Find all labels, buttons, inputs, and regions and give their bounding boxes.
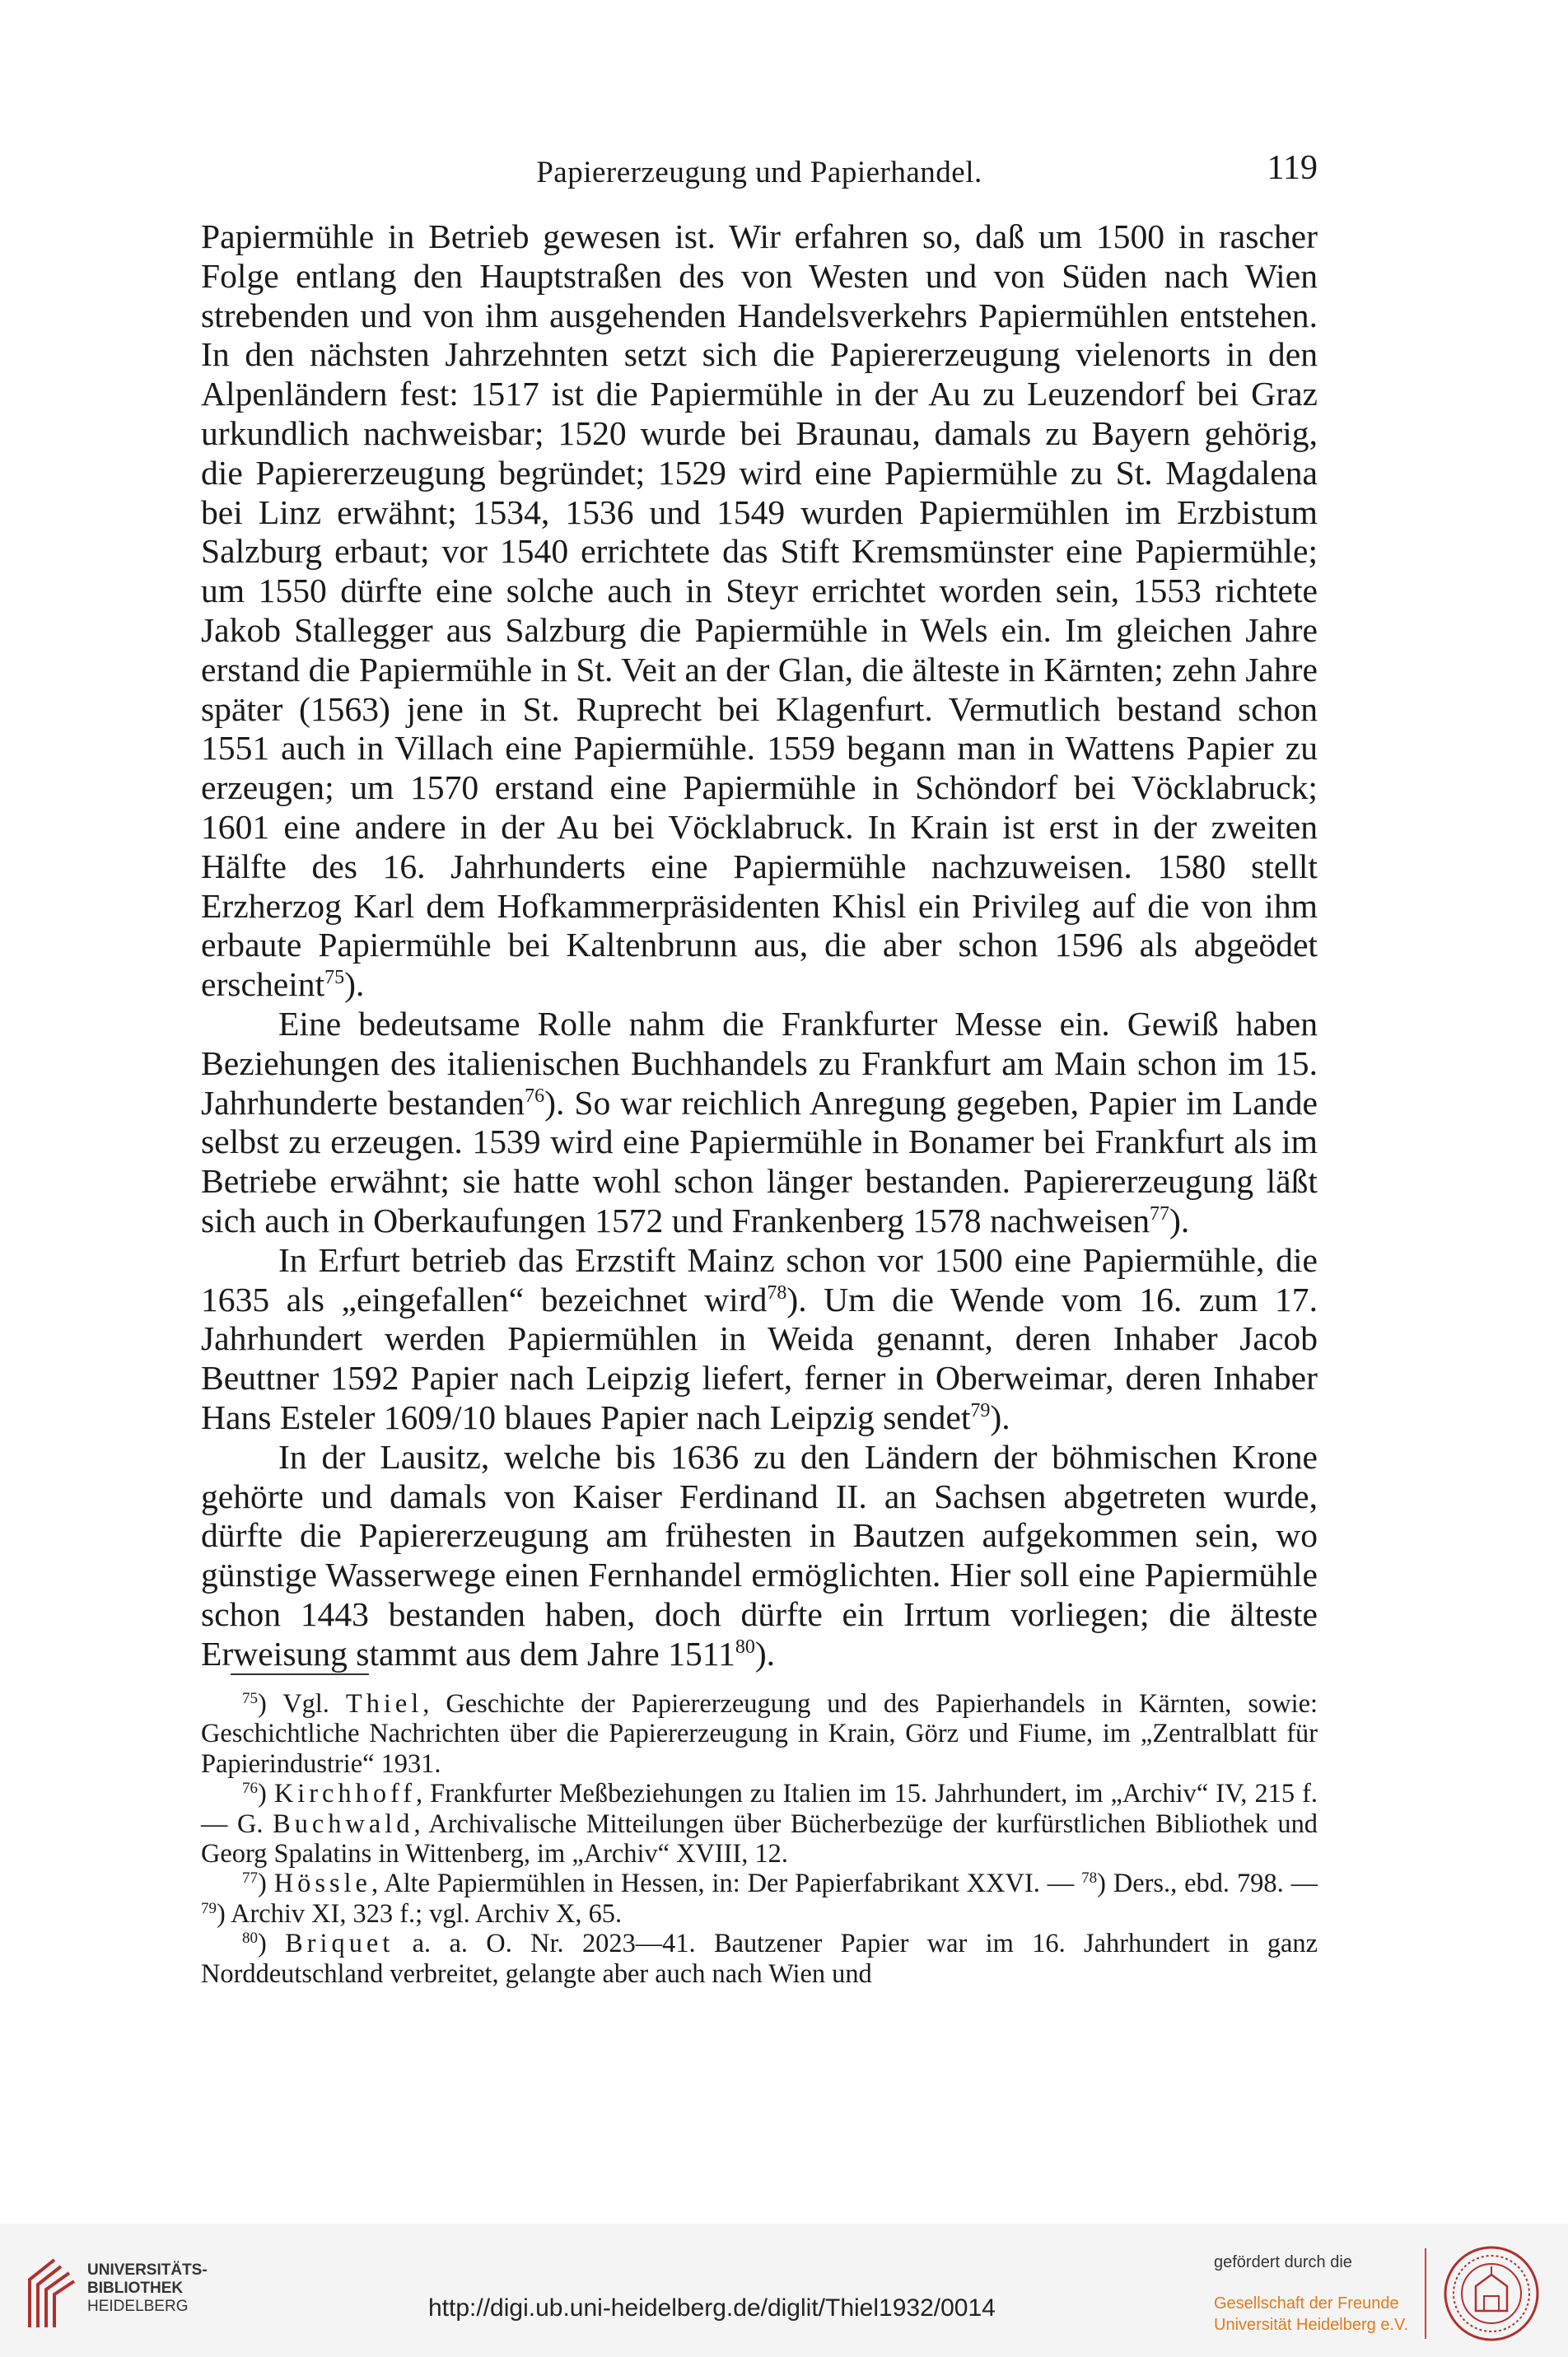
footnote-mark: 79 xyxy=(201,1899,217,1917)
footnote-mark: 76 xyxy=(242,1780,258,1798)
footnote-author: Hössle xyxy=(273,1869,371,1899)
paragraph-end: ). xyxy=(990,1398,1010,1436)
footnote-text: ) Ders., ebd. 798. — xyxy=(1097,1869,1318,1899)
footnote-author: Buchwald xyxy=(273,1809,414,1839)
paragraph-text: ). Um die Wende vom 16. zum 17. Jahrhundert werden Papiermühlen in Weida genannt, deren Inhaber Jacob Beuttner 1592 Papier nach Leipzig liefert, ferner in Oberweimar, deren Inhaber Hans Esteler 1609/10 blaues Papier nach Leipzig sendet xyxy=(201,1280,1318,1436)
footnote-text: ) xyxy=(258,1779,274,1809)
footnote-text: , Archivalische Mitteilungen über Bücherbezüge der kurfürstlichen Bibliothek und Georg Spalatins in Wittenberg, im „Archiv“ XVIII, 12. xyxy=(201,1809,1318,1869)
footnote-mark: 80 xyxy=(242,1930,258,1948)
running-head xyxy=(201,148,1318,198)
permalink-url[interactable]: http://digi.ub.uni-heidelberg.de/diglit/Thiel1932/0014 xyxy=(428,2294,996,2322)
footnote-text: ) xyxy=(258,1929,286,1959)
footnote-77 xyxy=(201,1869,1318,1929)
paragraph-end: ). xyxy=(754,1634,776,1673)
paragraph-2 xyxy=(201,1005,1318,1241)
footnote-mark: 77 xyxy=(242,1869,258,1888)
footnote-mark: 75 xyxy=(242,1690,258,1707)
footnote-text: , Geschichte der Papiererzeugung und des Papierhandels in Kärnten, sowie: Geschichtliche Nachrichten über die Papiererzeugung in Krain, Görz und Fiume, im „Zentralblatt für Papierindustrie“ 1931. xyxy=(201,1689,1318,1779)
sponsor-name-line: Universität Heidelberg e.V. xyxy=(1214,2316,1409,2334)
university-seal-icon xyxy=(1443,2245,1540,2342)
footnote-text: ) xyxy=(258,1869,274,1899)
paragraph-text: Eine bedeutsame Rolle nahm die Frankfurter Messe ein. Gewiß haben Beziehungen des italienischen Buchhandels zu Frankfurt am Main schon im 15. Jahrhunderte bestanden xyxy=(201,1004,1318,1122)
paragraph-1 xyxy=(201,217,1318,1005)
body-text xyxy=(201,217,1318,1673)
footnote-author: Kirchhoff xyxy=(273,1779,417,1809)
footnote-author: Briquet xyxy=(285,1929,394,1959)
library-logo-icon[interactable] xyxy=(25,2255,77,2329)
library-name-line: UNIVERSITÄTS- xyxy=(87,2261,208,2279)
library-name xyxy=(87,2261,208,2316)
footnote-ref-78[interactable]: 78 xyxy=(767,1281,787,1304)
footnote-80 xyxy=(201,1929,1318,1989)
paragraph-text: In Erfurt betrieb das Erzstift Mainz schon vor 1500 eine Papiermühle, die 1635 als „eingefallen“ bezeichnet wird xyxy=(201,1240,1318,1319)
sponsor-name-line: Gesellschaft der Freunde xyxy=(1214,2294,1399,2313)
footnote-author: Thiel xyxy=(345,1689,423,1719)
footnote-ref-76[interactable]: 76 xyxy=(525,1085,545,1107)
footer-divider xyxy=(1425,2248,1426,2339)
footnote-divider xyxy=(231,1673,369,1675)
footnotes xyxy=(201,1689,1318,1989)
footnote-text: a. a. O. Nr. 2023—41. Bautzener Papier war im 16. Jahrhundert in ganz Norddeutschland verbreitet, gelangte aber auch nach Wien und xyxy=(201,1929,1318,1989)
paragraph-end: ). xyxy=(344,965,365,1004)
library-name-line: BIBLIOTHEK xyxy=(87,2280,184,2297)
footer-bar xyxy=(0,2224,1568,2357)
footnote-text: ) Vgl. xyxy=(258,1689,346,1719)
sponsor-name[interactable] xyxy=(1214,2293,1408,2336)
footnote-text: ) Archiv XI, 323 f.; vgl. Archiv X, 65. xyxy=(217,1898,623,1929)
paragraph-3 xyxy=(201,1241,1318,1438)
sponsor-label: gefördert durch die xyxy=(1214,2253,1352,2271)
paragraph-end: ). xyxy=(1169,1201,1190,1239)
page-number: 119 xyxy=(1267,149,1318,187)
paragraph-text: Papiermühle in Betrieb gewesen ist. Wir erfahren so, daß um 1500 in rascher Folge entlang den Hauptstraßen des von Westen und von Süden nach Wien strebenden und von ihm ausgehenden Handelsverkehrs Papiermühlen entstehen. In den nächsten Jahrzehnten setzt sich die Papiererzeugung vielenorts in den Alpenländern fest: 1517 ist die Papiermühle in der Au zu Leuzendorf bei Graz urkundlich nachweisbar; 1520 wurde bei Braunau, damals zu Bayern gehörig, die Papiererzeugung begründet; 1529 wird eine Papiermühle zu St. Magdalena bei Linz erwähnt; 1534, 1536 und 1549 wurden Papiermühlen im Erzbistum Salzburg erbaut; vor 1540 errichtete das Stift Kremsmünster eine Papiermühle; um 1550 dürfte eine solche auch in Steyr errichtet worden sein, 1553 richtete Jakob Stallegger aus Salzburg die Papiermühle in Wels ein. Im gleichen Jahre erstand die Papiermühle in St. Veit an der Glan, die älteste in Kärnten; zehn Jahre später (1563) jene in St. Ruprecht bei Klagenfurt. Vermutlich bestand schon 1551 auch in Villach eine Papiermühle. 1559 begann man in Wattens Papier zu erzeugen; um 1570 erstand eine Papiermühle in Schöndorf bei Vöcklabruck; 1601 eine andere in der Au bei Vöcklabruck. In Krain ist erst in der zweiten Hälfte des 16. Jahrhunderts eine Papiermühle nachzuweisen. 1580 stellt Erzherzog Karl dem Hofkammerpräsidenten Khisl ein Privileg auf die von ihm erbaute Papiermühle bei Kaltenbrunn aus, die aber schon 1596 als abgeödet erscheint xyxy=(201,217,1318,1004)
running-title: Papiererzeugung und Papierhandel. xyxy=(536,156,982,189)
footnote-ref-80[interactable]: 80 xyxy=(735,1636,755,1658)
paragraph-4 xyxy=(201,1438,1318,1674)
footnote-75 xyxy=(201,1689,1318,1779)
paragraph-text: ). So war reichlich Anregung gegeben, Papier im Lande selbst zu erzeugen. 1539 wird eine Papiermühle in Bonamer bei Frankfurt als im Betriebe erwähnt; sie hatte wohl schon länger bestanden. Papiererzeugung läßt sich auch in Oberkaufungen 1572 und Frankenberg 1578 nachweisen xyxy=(201,1083,1318,1239)
footnote-text: , Alte Papiermühlen in Hessen, in: Der Papierfabrikant XXVI. — xyxy=(371,1869,1082,1899)
footnote-mark: 78 xyxy=(1081,1869,1098,1888)
footnote-text: , Frankfurter Meßbeziehungen zu Italien im 15. Jahrhundert, im „Archiv“ IV, 215 f. — G. xyxy=(201,1779,1318,1839)
footnote-ref-75[interactable]: 75 xyxy=(324,967,345,989)
library-name-line: HEIDELBERG xyxy=(87,2298,189,2315)
paragraph-text: In der Lausitz, welche bis 1636 zu den Ländern der böhmischen Krone gehörte und damals von Kaiser Ferdinand II. an Sachsen abgetreten wurde, dürfte die Papiererzeugung am frühesten in Bautzen aufgekommen sein, wo günstige Wasserwege einen Fernhandel ermöglichten. Hier soll eine Papiermühle schon 1443 bestanden haben, doch dürfte ein Irrtum vorliegen; die älteste Erweisung stammt aus dem Jahre 1511 xyxy=(201,1437,1318,1673)
footnote-ref-79[interactable]: 79 xyxy=(970,1399,991,1421)
footnote-76 xyxy=(201,1779,1318,1869)
footnote-ref-77[interactable]: 77 xyxy=(1150,1202,1169,1225)
